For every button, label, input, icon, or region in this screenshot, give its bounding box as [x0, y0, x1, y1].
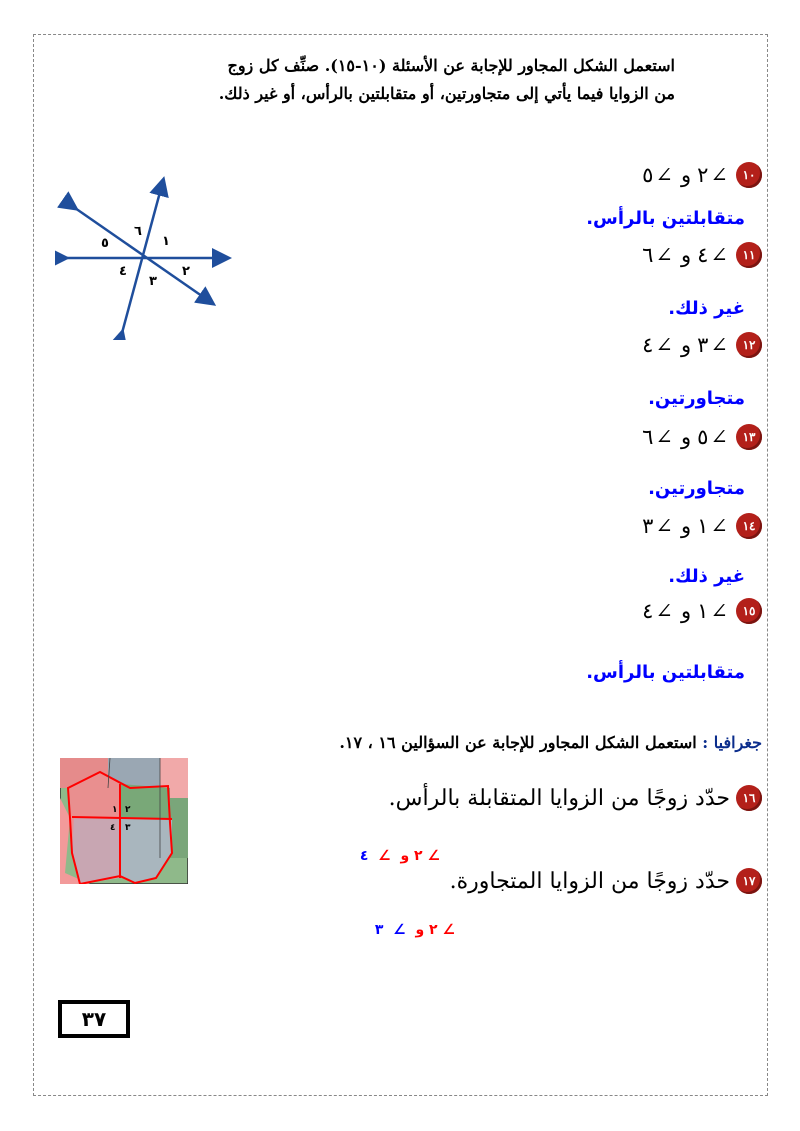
answer-12: متجاورتين.	[648, 388, 745, 409]
map-label-2: ٢	[125, 805, 131, 815]
angle-symbol-icon: ∠	[710, 243, 728, 267]
geography-text: استعمل الشكل المجاور للإجابة عن السؤالين ١٦ ، ١٧.	[339, 733, 697, 752]
joiner: و	[680, 599, 692, 623]
answer-14: غير ذلك.	[668, 566, 745, 587]
answer-11: غير ذلك.	[668, 298, 745, 319]
angle-symbol-icon: ∠	[442, 922, 455, 938]
answer-17	[375, 922, 455, 938]
question-16	[389, 785, 762, 811]
question-17	[450, 868, 762, 894]
angle-a: ٢	[697, 163, 709, 187]
page-number: ٣٧	[58, 1000, 130, 1038]
angle-symbol-icon: ∠	[655, 514, 673, 538]
answer-16-joiner: و	[400, 848, 410, 864]
angle-symbol-icon: ∠	[655, 425, 673, 449]
angle-symbol-icon: ∠	[655, 163, 673, 187]
angle-symbol-icon: ∠	[378, 848, 391, 864]
answer-16	[360, 848, 440, 864]
question-number-badge: ١١	[736, 242, 762, 268]
question-10	[642, 160, 762, 190]
angle-b: ٤	[642, 599, 654, 623]
question-11	[642, 240, 762, 270]
answer-17-a: ٢	[429, 922, 438, 938]
joiner: و	[680, 514, 692, 538]
question-number-badge: ١٤	[736, 513, 762, 539]
angle-symbol-icon: ∠	[710, 599, 728, 623]
question-14	[642, 511, 762, 541]
joiner: و	[680, 163, 692, 187]
question-15	[642, 596, 762, 626]
question-12	[642, 330, 762, 360]
angle-b: ٣	[642, 514, 654, 538]
map-figure	[60, 758, 188, 884]
answer-16-a: ٢	[414, 848, 423, 864]
question-number-badge: ١٥	[736, 598, 762, 624]
question-number-badge: ١٣	[736, 424, 762, 450]
angle-b: ٤	[642, 333, 654, 357]
intro-text	[115, 52, 675, 108]
angle-symbol-icon: ∠	[655, 243, 673, 267]
question-number-badge: ١٢	[736, 332, 762, 358]
angle-b: ٥	[642, 163, 654, 187]
intro-line-2: من الزوايا فيما يأتي إلى متجاورتين، أو متقابلتين بالرأس، أو غير ذلك.	[218, 84, 675, 103]
question-13	[642, 422, 762, 452]
angle-a: ٤	[697, 243, 709, 267]
angle-b: ٦	[642, 243, 654, 267]
angle-symbol-icon: ∠	[655, 333, 673, 357]
intro-line-1: استعمل الشكل المجاور للإجابة عن الأسئلة (١٠-١٥). صنِّف كل زوج	[227, 56, 675, 75]
angle-symbol-icon: ∠	[710, 163, 728, 187]
angle-label-5: ٥	[101, 236, 109, 251]
joiner: و	[680, 425, 692, 449]
answer-17-joiner: و	[415, 922, 425, 938]
angle-symbol-icon: ∠	[710, 333, 728, 357]
answer-16-b: ٤	[359, 848, 369, 864]
angle-b: ٦	[642, 425, 654, 449]
angle-a: ٥	[697, 425, 709, 449]
angle-symbol-icon: ∠	[655, 599, 673, 623]
angle-symbol-icon: ∠	[710, 514, 728, 538]
question-number-badge: ١٦	[736, 785, 762, 811]
angle-label-2: ٢	[182, 264, 190, 279]
angle-symbol-icon: ∠	[393, 922, 406, 938]
answer-15: متقابلتين بالرأس.	[586, 662, 745, 683]
map-label-3: ٣	[125, 823, 131, 833]
question-number-badge: ١٠	[736, 162, 762, 188]
answer-10: متقابلتين بالرأس.	[586, 208, 745, 229]
angle-label-6: ٦	[134, 224, 142, 239]
map-label-1: ١	[112, 805, 118, 815]
angle-a: ١	[697, 514, 709, 538]
question-17-text: حدّد زوجًا من الزوايا المتجاورة.	[449, 868, 730, 894]
joiner: و	[680, 333, 692, 357]
geography-heading	[339, 733, 762, 752]
angle-a: ١	[697, 599, 709, 623]
question-number-badge: ١٧	[736, 868, 762, 894]
intersecting-lines-figure	[55, 175, 235, 340]
answer-13: متجاورتين.	[648, 478, 745, 499]
answer-17-b: ٣	[374, 922, 384, 938]
angle-label-4: ٤	[119, 264, 127, 279]
angle-label-1: ١	[162, 234, 170, 249]
joiner: و	[680, 243, 692, 267]
map-label-4: ٤	[110, 823, 116, 833]
angle-symbol-icon: ∠	[710, 425, 728, 449]
question-16-text: حدّد زوجًا من الزوايا المتقابلة بالرأس.	[388, 785, 730, 811]
angle-label-3: ٣	[149, 274, 157, 289]
angle-symbol-icon: ∠	[427, 848, 440, 864]
angle-a: ٣	[697, 333, 709, 357]
geography-label: جغرافيا :	[702, 733, 762, 752]
